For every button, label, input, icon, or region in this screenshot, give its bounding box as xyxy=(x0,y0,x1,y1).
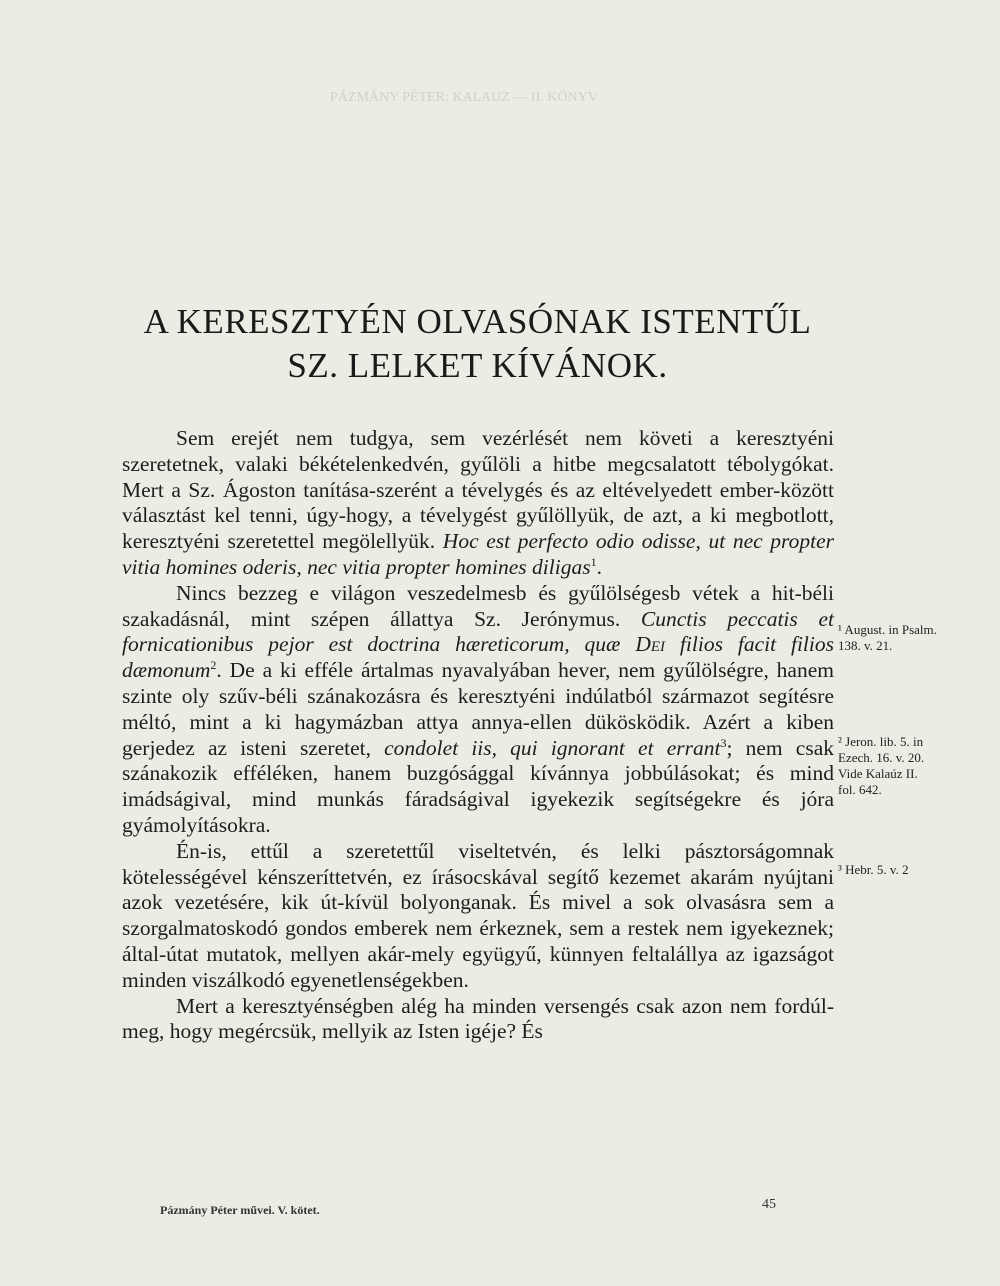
p2-latin-quote-2: filios facit filios dæmonum xyxy=(122,632,834,683)
title-line-2: SZ. LELKET KÍVÁNOK. xyxy=(287,346,668,385)
footer-page-number: 45 xyxy=(762,1197,776,1212)
title-line-1: A KERESZTYÉN OLVASÓNAK ISTENTŰL xyxy=(143,302,812,341)
paragraph-4: Mert a keresztyénségben alég ha minden versengés csak azon nem fordúl-meg, hogy megércsük, mellyik az Isten igéje? És xyxy=(122,993,834,1044)
body-text xyxy=(122,426,834,1045)
margin-note-2: ² Jeron. lib. 5. in Ezech. 16. v. 20. Vide Kalaúz II. fol. 642. xyxy=(838,734,925,797)
p1-latin-quote: Hoc est perfecto odio odisse, ut nec propter vitia homines oderis, nec vitia propter homines diligas xyxy=(122,529,834,579)
footer-book-title: Pázmány Péter művei. V. kötet. xyxy=(160,1203,320,1217)
p2-text-3: ; nem csak szánakozik efféléken, hanem buzgósággal kívánnya jobbúlásokat; és mind imádságival, mind munkás fáradságival igyekezik segítségekre és jóra gyámolyításokra. xyxy=(122,735,834,837)
footnote-ref-1: 1 xyxy=(590,554,597,569)
p2-latin-quote-1: Cunctis peccatis et fornicationibus pejor est doctrina hæreticorum, quæ xyxy=(122,606,834,657)
p2-latin-quote-3: condolet iis, qui ignorant et errant xyxy=(384,735,721,760)
p2-smallcaps: Dei xyxy=(635,632,666,657)
bleed-through-header: PÁZMÁNY PÉTER: KALAUZ — II. KÖNYV xyxy=(330,90,598,105)
paragraph-2 xyxy=(122,581,834,839)
margin-note-1: ¹ August. in Psalm. 138. v. 21. xyxy=(838,622,937,653)
margin-note-3: ³ Hebr. 5. v. 2 xyxy=(838,862,909,877)
p2-text-1: Nincs bezzeg e világon veszedelmesb és gyűlölségesb vétek a hit-béli szakadásnál, mint szépen állattya Sz. Jerónymus. xyxy=(122,580,834,631)
footnote-ref-2: 2 xyxy=(210,658,217,673)
footnote-ref-3: 3 xyxy=(720,735,727,750)
page-title xyxy=(120,300,835,388)
p1-end: . xyxy=(596,554,602,579)
p1-text: Sem erejét nem tudgya, sem vezérlését nem követi a keresztyéni szeretetnek, valaki békételenkedvén, gyűlöli a hitbe megcsalatott tébolygókat. Mert a Sz. Ágoston tanítása-szerént a tévelygés és az eltévelyedett ember-között választást kel tenni, úgy-hogy, a tévelygést gyűlöllyük, de azt, a ki megbotlott, keresztyéni szeretettel megölellyük. xyxy=(122,426,834,554)
p2-text-2: . De a ki efféle ártalmas nyavalyában hever, nem gyűlölségre, hanem szinte oly szűv-béli szánakozásra és keresztyéni indúlatból származot segítésre méltó, mint a ki hagymázban attya annya-ellen dükösködik. Azért a kiben gerjedez az isteni szeretet, xyxy=(122,658,834,760)
paragraph-3: Én-is, ettűl a szeretettűl viseltetvén, és lelki pásztorságomnak kötelességével kénszeríttetvén, ez írásocskával segítő kezemet akarám nyújtani azok vezetésére, kik út-kívül bolyonganak. És mivel a sok olvasásra sem a szorgalmatoskodó gondos emberek nem érkeznek, sem a restek nem igyekeznek; által-útat mutatok, mellyen akár-mely együgyű, künnyen feltalállya az igazságot minden viszálkodó egyenetlenségekben. xyxy=(122,838,834,992)
paragraph-1 xyxy=(122,426,834,581)
